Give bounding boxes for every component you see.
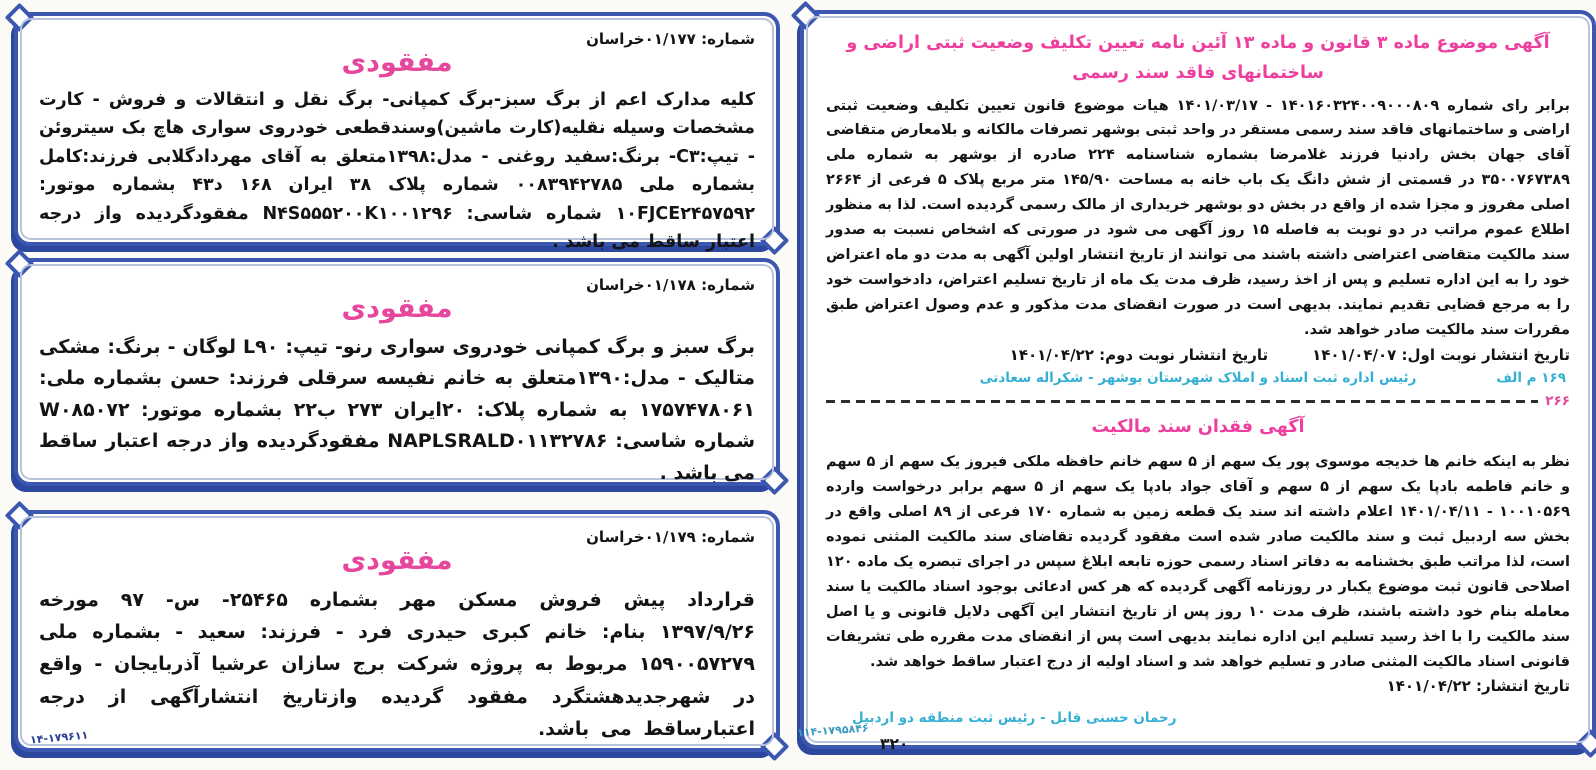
ad-body-text: قرارداد پیش فروش مسکن مهر بشماره ۲۵۴۶۵- س- ۹۷ مورخه ۱۳۹۷/۹/۲۶ بنام: خانم کبری حیدری فرد - فرزند: سعید - بشماره ملی ۱۵۹۰۰۵۷۲۷۹ مربوط به پروژه شرکت برج سازان عرشیا آذربایجان - واقع در شهرجدیدهشتگرد مفقود گردیده وازتاریخ انتشارآگهی از درجه اعتبارساقط می باشد. xyxy=(39,588,755,740)
notice-2-code: ۳۲۰ xyxy=(880,734,909,753)
notice-1-signature: رئیس اداره ثبت اسناد و املاک شهرستان بوشهر - شکراله سعادتی xyxy=(979,369,1417,386)
lost-ad-box-1 xyxy=(14,12,780,253)
registry-notices-box xyxy=(800,10,1596,753)
second-publication-date: تاریخ انتشار نوبت دوم: ۱۴۰۱/۰۴/۲۲ xyxy=(1009,345,1269,364)
registry-notices-content xyxy=(806,16,1590,753)
ad-number-line: شماره: ۰۱/۱۷۹خراسان xyxy=(586,528,755,546)
ad-title: مفقودی xyxy=(341,545,453,576)
notice-1-title: آگهی موضوع ماده ۳ قانون و ماده ۱۳ آئین نامه تعیین تکلیف وضعیت ثبتی اراضی و ساختمانهای فاقد سند رسمی xyxy=(846,33,1550,83)
lost-ad-box-2 xyxy=(14,258,780,486)
notice-1-publication-dates xyxy=(826,346,1570,364)
notice-2-body: نظر به اینکه خانم ها خدیجه موسوی پور یک سهم از ۵ سهم خانم حافظه ملکی فیروز یک سهم از ۵ سهم و خانم فاطمه بادپا یک سهم از ۵ سهم و آقای جواد بادپا یک سهم از ۵ سهم برابر درخواست وارده ۱۰۰۱۰۵۶۹ - ۱۴۰۱/۰۴/۱۱ اعلام داشته اند سند یک قطعه زمین به شماره ۱۷۰ فرعی از ۸۹ اصلی واقع در بخش سه اردبیل ثبت و سند مالکیت صادر شده است مفقود گردیده تقاضای سند مالکیت المثنی نموده است، لذا مراتب طبق بخشنامه به دفاتر اسناد رسمی حوزه تابعه ابلاغ سپس در اجرای تبصره یک ماده ۱۲۰ اصلاحی قانون ثبت موضوع یکبار در روزنامه آگهی گردیده که هر کس ادعائی بوجود اسناد مالکیت یا سند معامله بنام خود داشته باشند، ظرف مدت ۱۰ روز پس از تاریخ انتشار این آگهی دلایل قانونی و یا اصل سند مالکیت را با اخذ رسید تسلیم این اداره نمایند بدیهی است پس از انقضای مدت مقرره طی تشریفات قانونی اسناد مالکیت المثنی صادر و تسلیم خواهد شد و اسناد اولیه از درج اعتبار ساقط خواهد شد. xyxy=(826,454,1570,670)
ad-title: مفقودی xyxy=(341,47,453,78)
right-watermark-code: ۱۱۴-۱۷۹۵۸۴۶ xyxy=(796,721,870,740)
notice-1-body: برابر رای شماره ۱۴۰۱۶۰۳۲۴۰۰۹۰۰۰۸۰۹ - ۱۴۰۱/۰۳/۱۷ هیات موضوع قانون تعیین تکلیف وضعیت ثبتی اراضی و ساختمانهای فاقد سند رسمی مستقر در واحد ثبتی بوشهر تصرفات مالکانه و بلامعارض متقاضی آقای جهان بخش رادنیا فرزند غلامرضا بشماره شناسنامه ۲۲۴ صادره از بوشهر به شماره ملی ۳۵۰۰۷۶۷۳۸۹ در قسمتی از شش دانگ یک باب خانه به مساحت ۱۴۵/۹۰ متر مربع پلاک ۵ فرعی از ۲۶۶۴ اصلی مفروز و مجزا شده از واقع در بخش دو بوشهر خریداری از مالک رسمی گردیده است. لذا به منظور اطلاع عموم مراتب در دو نوبت به فاصله ۱۵ روز آگهی می شود در صورتی که اشخاص نسبت به صدور سند مالکیت متقاضی اعتراضی داشته باشند می توانند از تاریخ انتشار اولین آگهی به مدت دو ماه اعتراض خود را به این اداره تسلیم و پس از اخذ رسید، ظرف مدت یک ماه از تاریخ تسلیم اعتراض، دادخواست خود را به مرجع قضایی تقدیم نمایند. بدیهی است در صورت انقضای مدت مذکور و عدم وصول اعتراض طبق مقررات سند مالکیت صادر خواهد شد. xyxy=(826,97,1570,338)
ad-number-line: شماره: ۰۱/۱۷۷خراسان xyxy=(586,30,755,48)
notices-divider xyxy=(826,392,1570,409)
lost-ad-1-content xyxy=(20,18,774,253)
ad-title: مفقودی xyxy=(341,293,453,324)
notice-2-title: آگهی فقدان سند مالکیت xyxy=(1091,417,1305,438)
notice-1-signature-row xyxy=(826,367,1570,392)
lost-ad-2-content xyxy=(20,264,774,484)
ad-number-line: شماره: ۰۱/۱۷۸خراسان xyxy=(586,276,755,294)
notice-2-publish-date: تاریخ انتشار: ۱۴۰۱/۰۴/۲۲ xyxy=(1386,676,1570,695)
malf-code: ۱۶۹ م الف xyxy=(1496,369,1566,386)
lost-ad-3-content xyxy=(20,516,774,746)
lost-ad-box-3 xyxy=(14,510,780,752)
left-watermark-code: ۱۴-۱۷۹۶۱۱ xyxy=(29,728,89,747)
ad-body-text: کلیه مدارک اعم از برگ سبز-برگ کمپانی- برگ نقل و انتقالات و فروش - کارت مشخصات وسیله نقلیه(کارت ماشین)وسندقطعی خودروی سواری هاچ بک سیتروئن - تیپ:C۳- برنگ:سفید روغنی - مدل:۱۳۹۸متعلق به آقای مهردادگلابی فرزند:کامل بشماره ملی ۰۰۸۳۹۴۲۷۸۵ شماره پلاک ۳۸ ایران ۱۶۸ د۴۳ بشماره موتور: ۱۰FJCE۲۴۵۷۵۹۲ شماره شاسی: N۴S۵۵۵۲۰۰K۱۰۰۱۲۹۶ مفقودگردیده واز درجه اعتبار ساقط می باشد . xyxy=(39,89,756,253)
divider-code: ۲۶۶ xyxy=(1545,392,1570,409)
ad-body-text: برگ سبز و برگ کمپانی خودروی سواری رنو- تیپ: L۹۰ لوگان - برنگ: مشکی متالیک - مدل:۱۳۹۰متعلق به خانم نفیسه سرقلی فرزند: حسن بشماره ملی: ۱۷۵۷۴۷۸۰۶۱ به شماره پلاک: ۲۰ایران ۲۷۳ ب۲۲ بشماره موتور: W۰۸۵۰۷۲ شماره شاسی: NAPLSRALD۰۱۱۳۲۷۸۶ مفقودگردیده واز درجه اعتبار ساقط می باشد . xyxy=(39,335,756,484)
dashed-line xyxy=(826,400,1538,403)
notice-2-signature: رحمان حسنی قابل - رئیس ثبت منطقه دو اردبیل xyxy=(852,709,1177,726)
first-publication-date: تاریخ انتشار نوبت اول: ۱۴۰۱/۰۴/۰۷ xyxy=(1312,345,1570,364)
